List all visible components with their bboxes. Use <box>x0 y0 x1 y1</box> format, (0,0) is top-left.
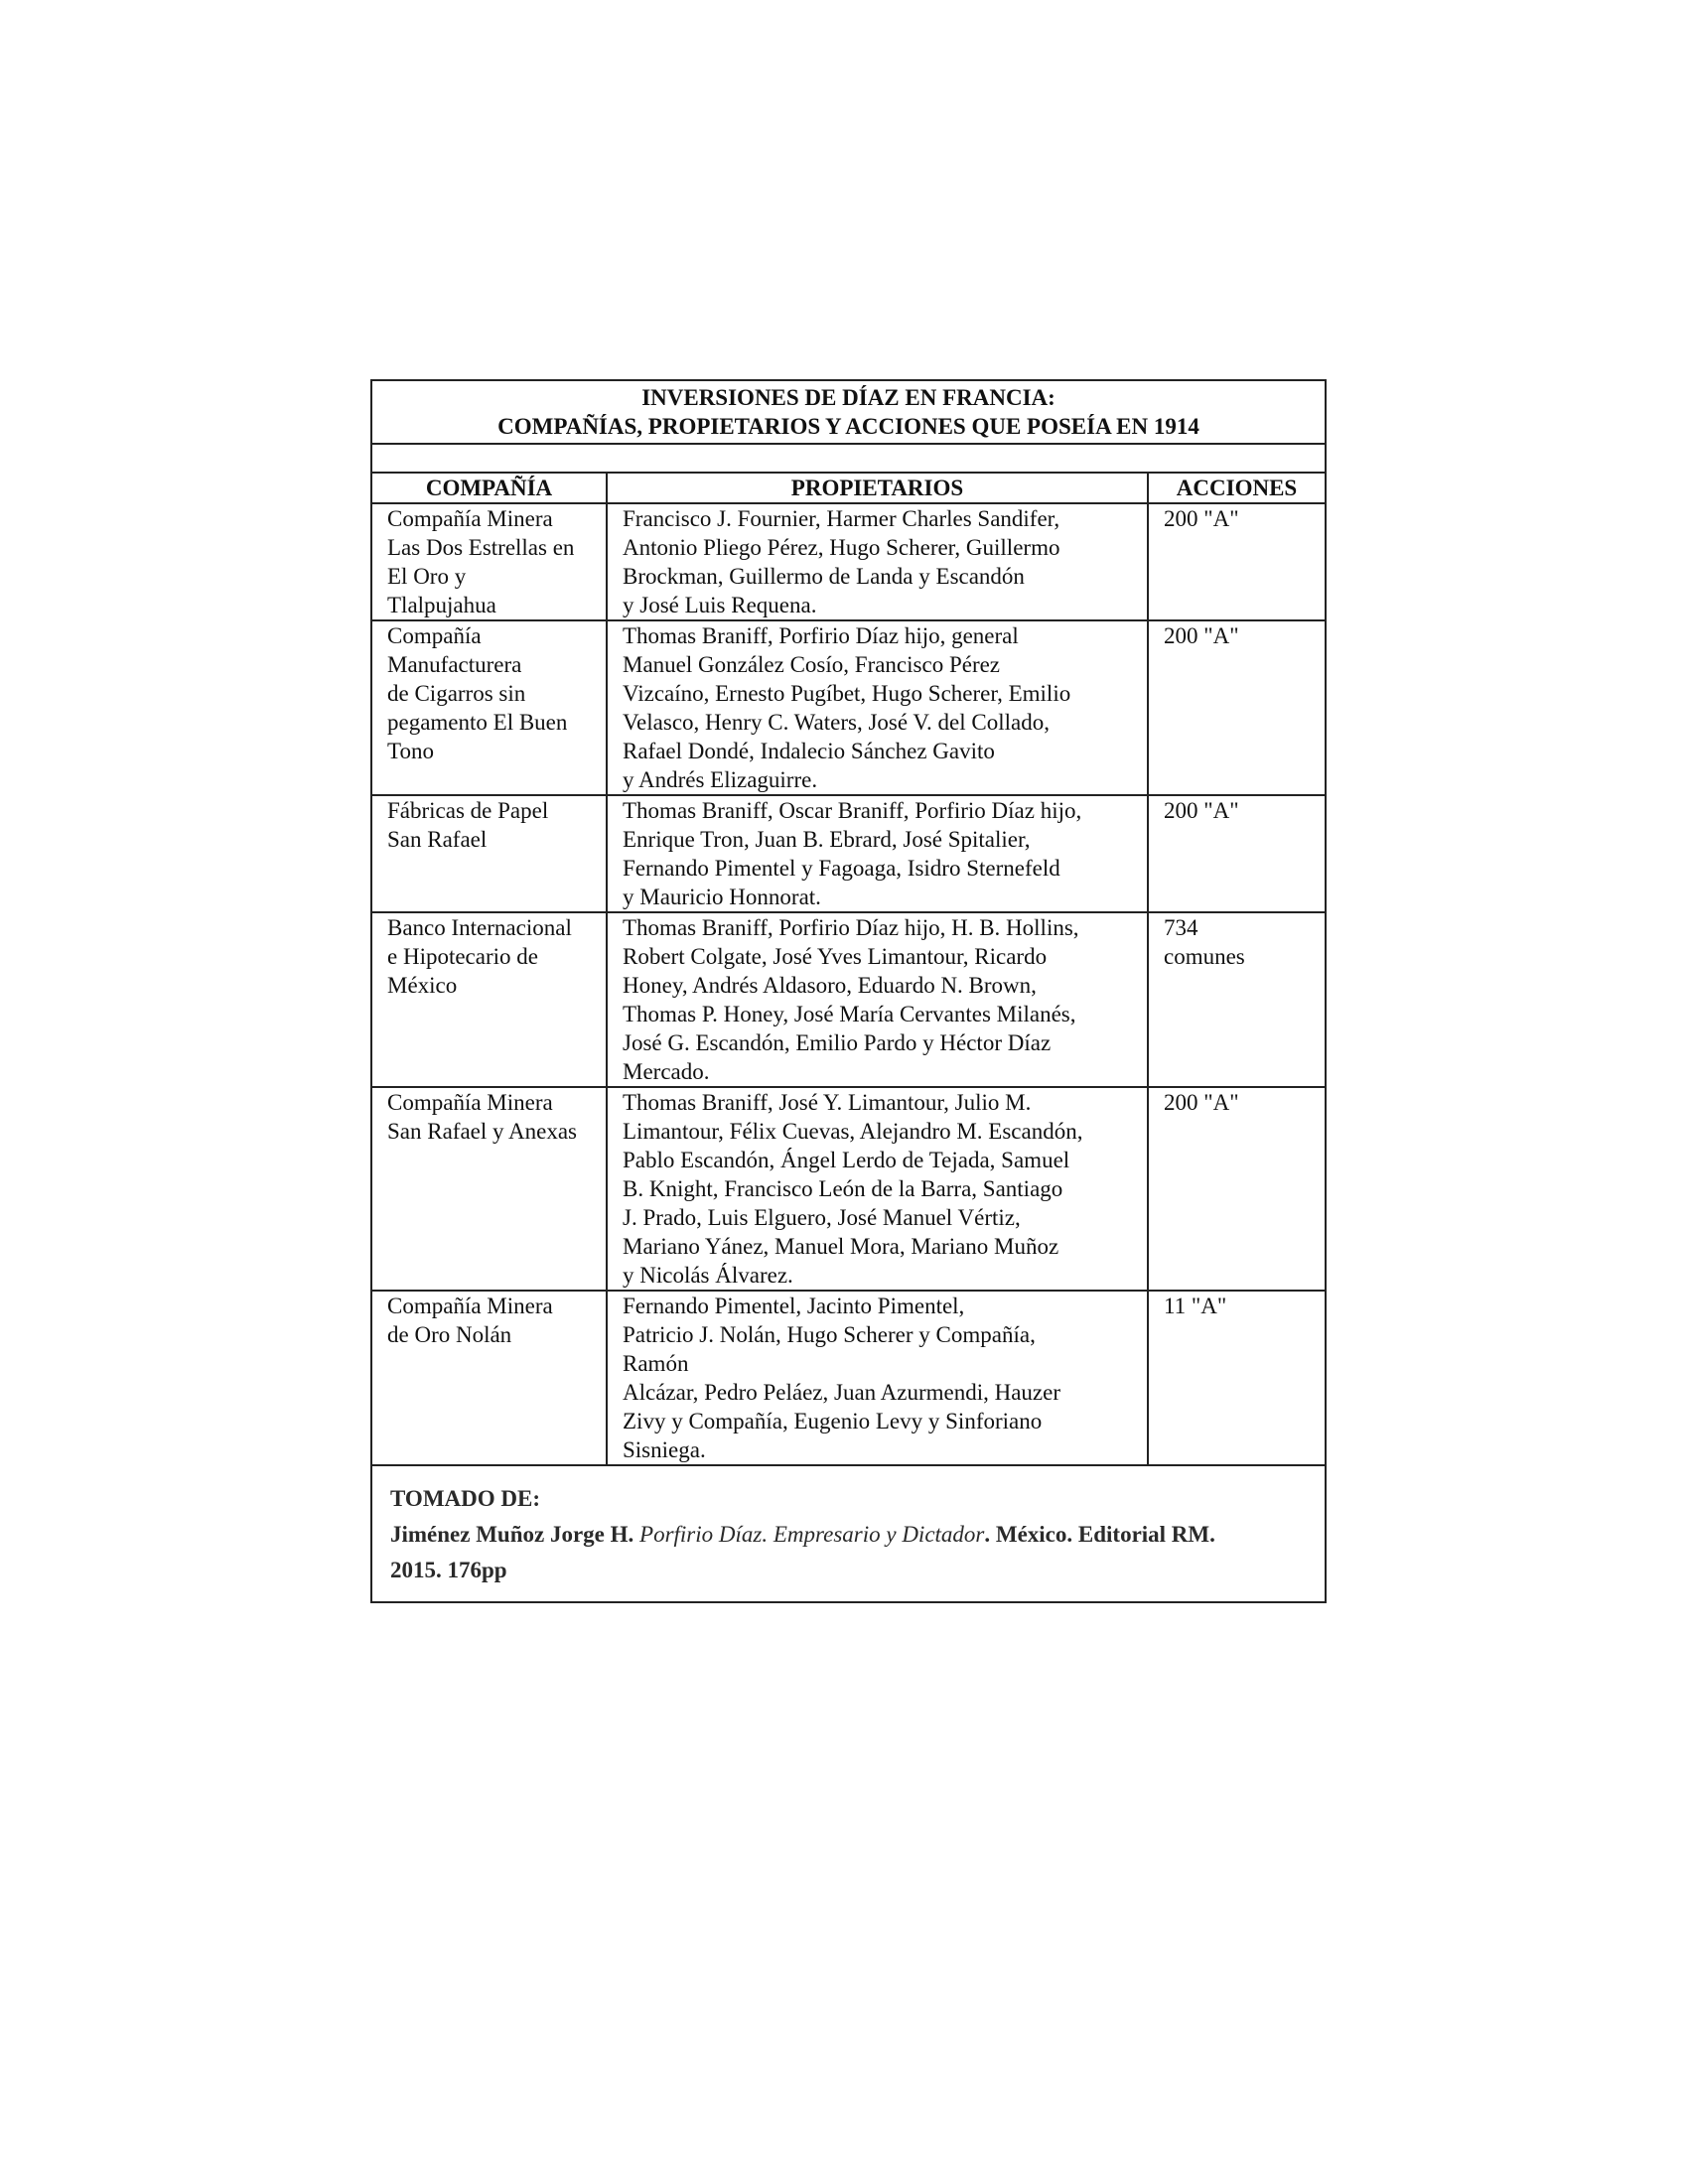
company-cell <box>372 795 607 912</box>
owners-line: Thomas Braniff, José Y. Limantour, Julio M. <box>623 1090 1032 1115</box>
company-line: El Oro y <box>387 564 467 589</box>
source-book-title: Porfirio Díaz. Empresario y Dictador <box>639 1522 985 1547</box>
owners-line: y Nicolás Álvarez. <box>623 1263 793 1288</box>
header-company: COMPAÑÍA <box>372 473 607 503</box>
owners-line: Honey, Andrés Aldasoro, Eduardo N. Brown, <box>623 973 1037 998</box>
shares-line: 200 "A" <box>1164 1090 1239 1115</box>
owners-line: Pablo Escandón, Ángel Lerdo de Tejada, Samuel <box>623 1148 1070 1172</box>
company-line: Tlalpujahua <box>387 593 496 617</box>
owners-line: Enrique Tron, Juan B. Ebrard, José Spitalier, <box>623 827 1031 852</box>
company-cell <box>372 1087 607 1291</box>
owners-line: y José Luis Requena. <box>623 593 817 617</box>
company-line: Banco Internacional <box>387 915 572 940</box>
owners-line: Antonio Pliego Pérez, Hugo Scherer, Guillermo <box>623 535 1060 560</box>
company-cell <box>372 503 607 620</box>
table-title-line-2: COMPAÑÍAS, PROPIETARIOS Y ACCIONES QUE POSEÍA EN 1914 <box>497 414 1199 439</box>
owners-cell <box>607 912 1148 1087</box>
header-row <box>372 473 1325 503</box>
table-title <box>372 381 1325 444</box>
table-row <box>372 912 1325 1087</box>
company-line: Las Dos Estrellas en <box>387 535 575 560</box>
owners-line: B. Knight, Francisco León de la Barra, Santiago <box>623 1176 1063 1201</box>
title-row <box>372 381 1325 444</box>
company-line: Manufacturera <box>387 652 522 677</box>
owners-line: Patricio J. Nolán, Hugo Scherer y Compañía, <box>623 1322 1036 1347</box>
shares-line: 200 "A" <box>1164 506 1239 531</box>
source-author: Jiménez Muñoz Jorge H. <box>390 1522 634 1547</box>
table-row <box>372 795 1325 912</box>
header-shares: ACCIONES <box>1148 473 1325 503</box>
shares-line: comunes <box>1164 944 1245 969</box>
source-label: TOMADO DE: <box>390 1486 540 1511</box>
shares-line: 200 "A" <box>1164 623 1239 648</box>
owners-line: Velasco, Henry C. Waters, José V. del Collado, <box>623 710 1050 735</box>
shares-line: 734 <box>1164 915 1198 940</box>
owners-line: Manuel González Cosío, Francisco Pérez <box>623 652 1001 677</box>
company-line: México <box>387 973 458 998</box>
owners-line: Thomas Braniff, Porfirio Díaz hijo, H. B. Hollins, <box>623 915 1079 940</box>
table-row <box>372 620 1325 795</box>
company-line: Compañía <box>387 623 482 648</box>
owners-line: y Mauricio Honnorat. <box>623 885 821 909</box>
owners-cell <box>607 795 1148 912</box>
owners-line: Sisniega. <box>623 1437 706 1462</box>
owners-line: Thomas P. Honey, José María Cervantes Milanés, <box>623 1002 1076 1026</box>
spacer-row <box>372 444 1325 473</box>
source-citation <box>390 1481 1304 1588</box>
shares-line: 200 "A" <box>1164 798 1239 823</box>
company-cell <box>372 912 607 1087</box>
owners-line: Rafael Dondé, Indalecio Sánchez Gavito <box>623 739 995 763</box>
shares-cell <box>1148 795 1325 912</box>
company-line: e Hipotecario de <box>387 944 538 969</box>
spacer-cell <box>372 444 1325 473</box>
table-row <box>372 1291 1325 1465</box>
owners-line: Alcázar, Pedro Peláez, Juan Azurmendi, Hauzer <box>623 1380 1060 1405</box>
company-line: Compañía Minera <box>387 1294 553 1318</box>
owners-line: J. Prado, Luis Elguero, José Manuel Vértiz, <box>623 1205 1021 1230</box>
owners-line: Zivy y Compañía, Eugenio Levy y Sinforiano <box>623 1409 1043 1433</box>
company-line: San Rafael <box>387 827 488 852</box>
company-line: Compañía Minera <box>387 506 553 531</box>
owners-cell <box>607 1291 1148 1465</box>
document-frame <box>370 379 1327 1603</box>
owners-line: Fernando Pimentel y Fagoaga, Isidro Sternefeld <box>623 856 1060 881</box>
owners-line: Mercado. <box>623 1059 710 1084</box>
owners-line: Fernando Pimentel, Jacinto Pimentel, <box>623 1294 965 1318</box>
company-line: Tono <box>387 739 434 763</box>
header-owners: PROPIETARIOS <box>607 473 1148 503</box>
company-cell <box>372 620 607 795</box>
table-title-line-1: INVERSIONES DE DÍAZ EN FRANCIA: <box>641 385 1055 410</box>
company-line: de Cigarros sin <box>387 681 526 706</box>
company-cell <box>372 1291 607 1465</box>
owners-line: Thomas Braniff, Porfirio Díaz hijo, general <box>623 623 1019 648</box>
owners-cell <box>607 620 1148 795</box>
table-row <box>372 1087 1325 1291</box>
owners-line: José G. Escandón, Emilio Pardo y Héctor Díaz <box>623 1030 1052 1055</box>
shares-cell <box>1148 620 1325 795</box>
investments-table <box>372 381 1325 1466</box>
source-year-pages: 2015. 176pp <box>390 1558 507 1582</box>
owners-line: y Andrés Elizaguirre. <box>623 767 818 792</box>
company-line: San Rafael y Anexas <box>387 1119 577 1144</box>
owners-line: Robert Colgate, José Yves Limantour, Ricardo <box>623 944 1048 969</box>
owners-line: Vizcaíno, Ernesto Pugíbet, Hugo Scherer, Emilio <box>623 681 1071 706</box>
shares-cell <box>1148 912 1325 1087</box>
owners-cell <box>607 1087 1148 1291</box>
table-row <box>372 503 1325 620</box>
owners-line: Limantour, Félix Cuevas, Alejandro M. Escandón, <box>623 1119 1083 1144</box>
owners-line: Thomas Braniff, Oscar Braniff, Porfirio Díaz hijo, <box>623 798 1082 823</box>
owners-line: Mariano Yánez, Manuel Mora, Mariano Muñoz <box>623 1234 1059 1259</box>
owners-line: Ramón <box>623 1351 689 1376</box>
source-publisher: . México. Editorial RM. <box>984 1522 1215 1547</box>
shares-cell <box>1148 1291 1325 1465</box>
owners-line: Brockman, Guillermo de Landa y Escandón <box>623 564 1025 589</box>
company-line: Compañía Minera <box>387 1090 553 1115</box>
company-line: de Oro Nolán <box>387 1322 512 1347</box>
shares-cell <box>1148 1087 1325 1291</box>
company-line: pegamento El Buen <box>387 710 568 735</box>
owners-line: Francisco J. Fournier, Harmer Charles Sandifer, <box>623 506 1060 531</box>
shares-cell <box>1148 503 1325 620</box>
owners-cell <box>607 503 1148 620</box>
company-line: Fábricas de Papel <box>387 798 549 823</box>
shares-line: 11 "A" <box>1164 1294 1227 1318</box>
